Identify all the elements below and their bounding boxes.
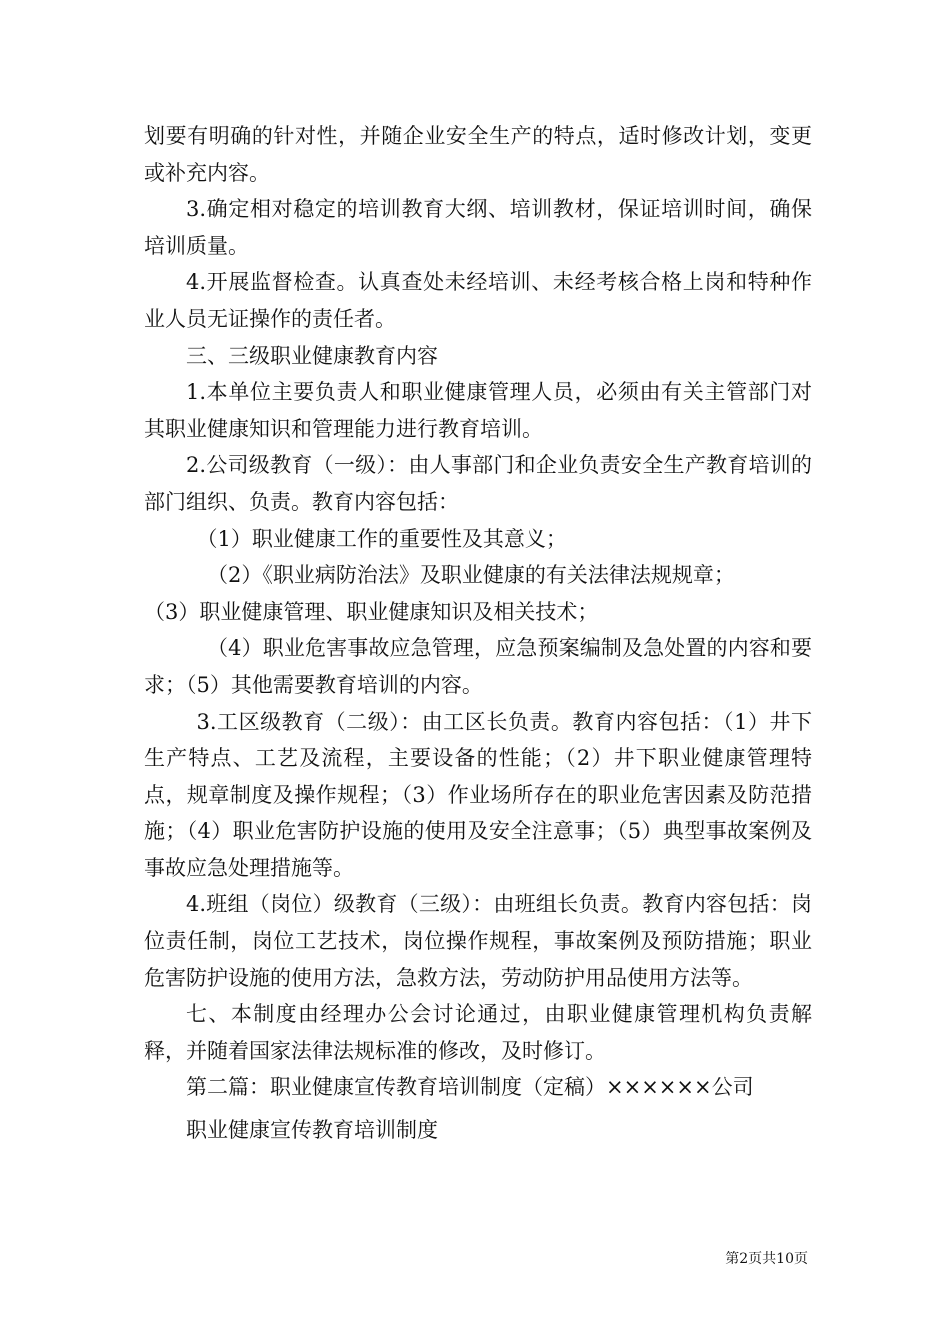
paragraph-second-article-title: 第二篇：职业健康宣传教育培训制度（定稿）××××××公司 bbox=[186, 1075, 754, 1100]
page-number-label: 第2页共10页 bbox=[725, 1251, 808, 1267]
list-item-company-3: （3）职业健康管理、职业健康知识及相关技术； bbox=[144, 599, 599, 624]
list-item-company-1: （1）职业健康工作的重要性及其意义； bbox=[196, 526, 567, 551]
paragraph-item-3-training-outline: 3.确定相对稳定的培训教育大纲、培训教材，保证培训时间，确保培训质量。 bbox=[144, 197, 812, 258]
page-number-footer bbox=[725, 1248, 808, 1268]
document-body bbox=[144, 118, 812, 1149]
paragraph-seven-regulation-approval: 七、本制度由经理办公会讨论通过，由职业健康管理机构负责解释，并随着国家法律法规标准的修改，及时修订。 bbox=[144, 1002, 812, 1063]
list-item-company-4-5: （4）职业危害事故应急管理，应急预案编制及急处置的内容和要求；（5）其他需要教育培训的内容。 bbox=[144, 636, 812, 697]
paragraph-item-4-team-level: 4.班组（岗位）级教育（三级）：由班组长负责。教育内容包括：岗位责任制，岗位工艺技术，岗位操作规程，事故案例及预防措施；职业危害防护设施的使用方法，急救方法，劳动防护用品使用方法等。 bbox=[144, 892, 812, 990]
section-heading-three-level-education: 三、三级职业健康教育内容 bbox=[186, 343, 438, 368]
paragraph-plan-continuation: 划要有明确的针对性，并随企业安全生产的特点，适时修改计划，变更或补充内容。 bbox=[144, 124, 812, 185]
paragraph-item-4-supervision: 4.开展监督检查。认真查处未经培训、未经考核合格上岗和特种作业人员无证操作的责任者。 bbox=[144, 270, 812, 331]
paragraph-regulation-title: 职业健康宣传教育培训制度 bbox=[186, 1118, 438, 1143]
list-item-company-2: （2）《职业病防治法》及职业健康的有关法律法规规章； bbox=[207, 563, 735, 588]
paragraph-item-1-leaders-training: 1.本单位主要负责人和职业健康管理人员，必须由有关主管部门对其职业健康知识和管理能力进行教育培训。 bbox=[144, 380, 812, 441]
paragraph-item-3-work-area-level: 3.工区级教育（二级）：由工区长负责。教育内容包括：（1）井下生产特点、工艺及流程，主要设备的性能；（2）井下职业健康管理特点，规章制度及操作规程；（3）作业场所存在的职业危害因素及防范措施；（4）职业危害防护设施的使用及安全注意事；（5）典型事故案例及事故应急处理措施等。 bbox=[144, 709, 812, 880]
paragraph-item-2-company-level: 2.公司级教育（一级）：由人事部门和企业负责安全生产教育培训的部门组织、负责。教育内容包括： bbox=[144, 453, 812, 514]
